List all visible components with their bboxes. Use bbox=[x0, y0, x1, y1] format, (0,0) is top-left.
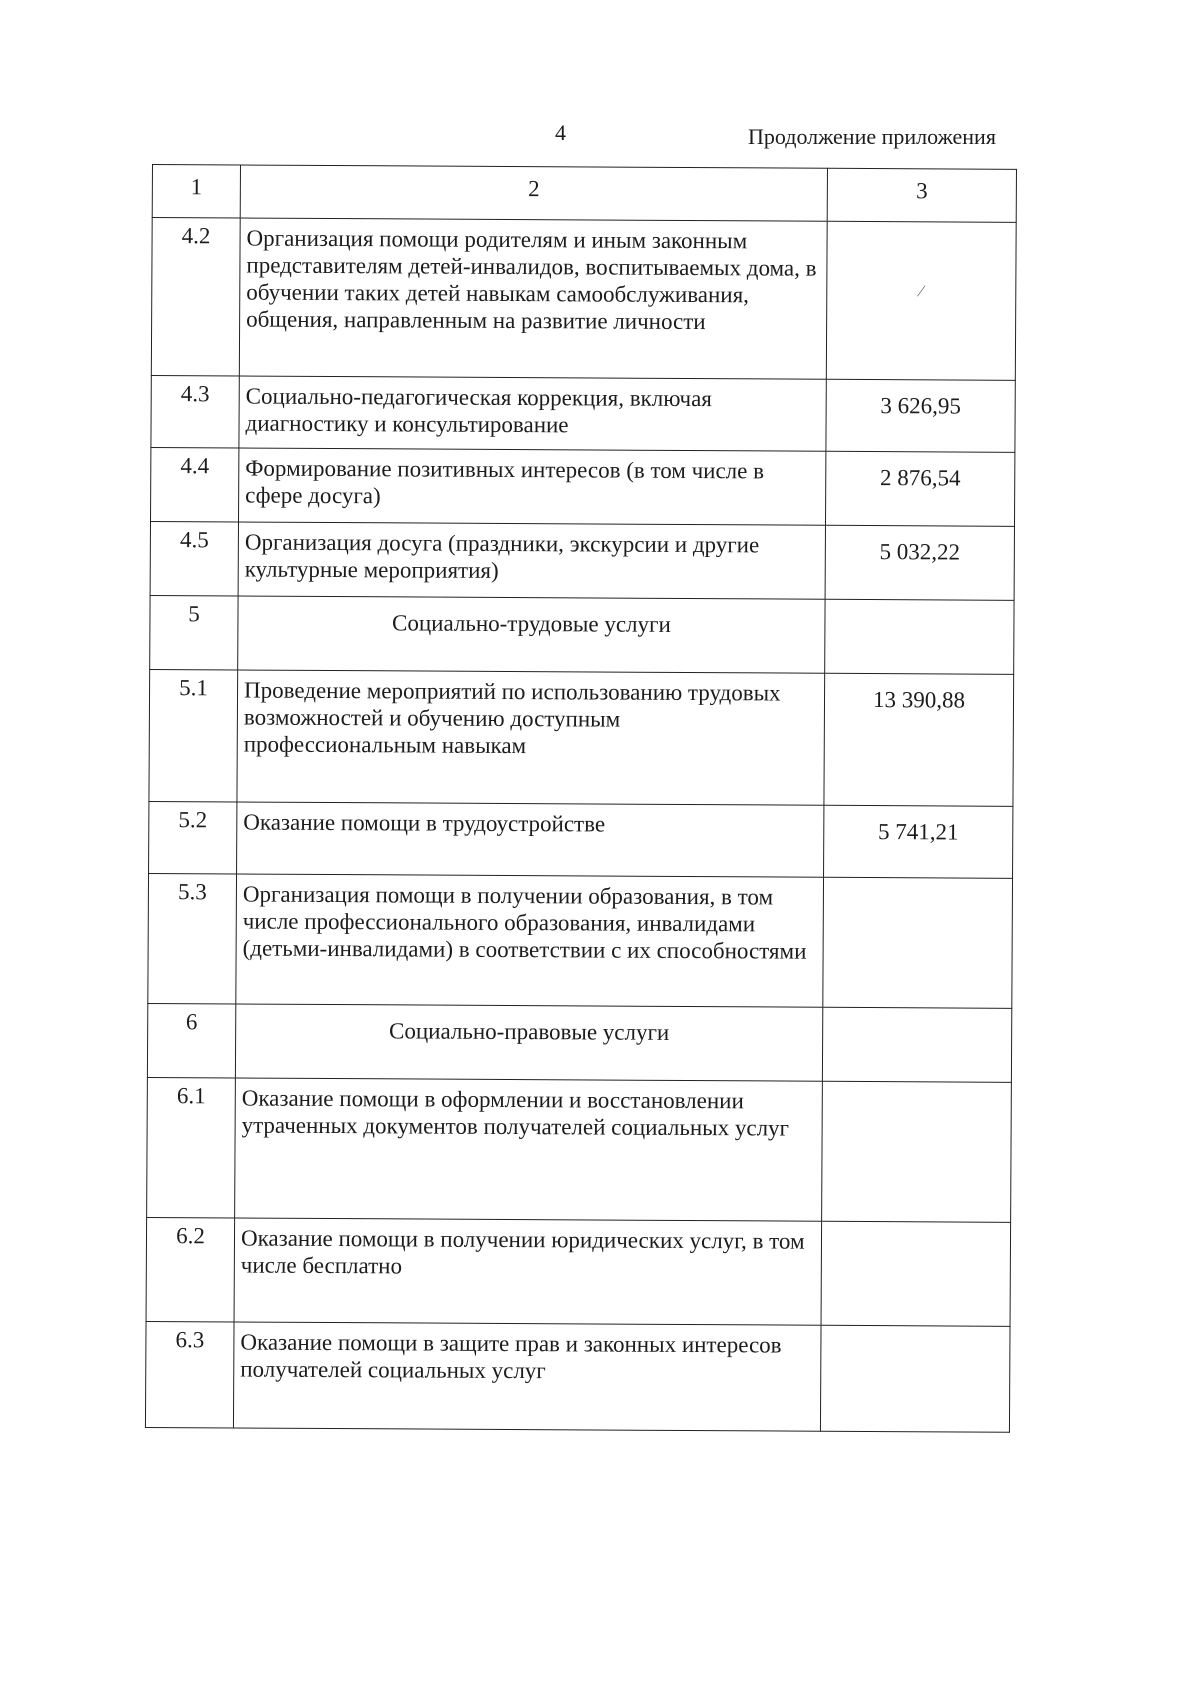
table-row bbox=[150, 521, 1014, 600]
row-code: 6.1 bbox=[147, 1077, 236, 1217]
row-code: 4.4 bbox=[151, 447, 239, 521]
row-text: Формирование позитивных интересов (в том числе в сфере досуга) bbox=[239, 448, 826, 525]
row-value: 5 032,22 bbox=[825, 525, 1014, 600]
row-text: Оказание помощи в получении юридических услуг, в том числе бесплатно bbox=[234, 1218, 822, 1325]
row-value bbox=[822, 1007, 1011, 1082]
section-title: Социально-трудовые услуги bbox=[238, 596, 825, 673]
row-code: 6.2 bbox=[146, 1217, 235, 1321]
row-code: 6 bbox=[147, 1003, 235, 1077]
document-sheet bbox=[145, 164, 1016, 1433]
row-value: 3 626,95 bbox=[826, 379, 1015, 452]
row-value bbox=[825, 599, 1014, 674]
column-number-1: 1 bbox=[152, 165, 240, 218]
row-value bbox=[826, 221, 1016, 380]
column-numbers-row bbox=[152, 165, 1016, 223]
row-value: 5 741,21 bbox=[824, 805, 1013, 878]
row-value bbox=[823, 877, 1013, 1008]
row-value: 13 390,88 bbox=[824, 673, 1014, 806]
row-code: 5.3 bbox=[148, 873, 237, 1003]
table-row bbox=[151, 218, 1016, 381]
table-row bbox=[151, 447, 1015, 526]
row-code: 6.3 bbox=[145, 1321, 234, 1427]
column-number-3: 3 bbox=[827, 168, 1016, 222]
row-code: 4.2 bbox=[151, 218, 240, 376]
row-text: Организация досуга (праздники, экскурсии и другие культурные мероприятия) bbox=[238, 522, 825, 599]
row-value bbox=[820, 1325, 1010, 1432]
row-text: Оказание помощи в защите прав и законных интересов получателей социальных услуг bbox=[233, 1322, 821, 1431]
row-value bbox=[821, 1221, 1011, 1326]
table-row bbox=[147, 1077, 1012, 1222]
row-text: Социально-педагогическая коррекция, включая диагностику и консультирование bbox=[239, 376, 826, 451]
row-value bbox=[822, 1081, 1012, 1222]
row-text: Оказание помощи в оформлении и восстановлении утраченных документов получателей социальных услуг bbox=[235, 1078, 823, 1221]
section-title: Социально-правовые услуги bbox=[235, 1004, 822, 1081]
table-row bbox=[149, 801, 1013, 878]
row-value: 2 876,54 bbox=[825, 451, 1014, 526]
pen-mark: ⁄ bbox=[919, 283, 923, 301]
continuation-label: Продолжение приложения bbox=[748, 124, 996, 149]
row-code: 5.1 bbox=[149, 669, 238, 801]
section-row bbox=[150, 595, 1014, 674]
row-text: Организация помощи в получении образования, в том числе профессионального образования, инвалидами (детьми-инвалидами) в соответствии с их способностями bbox=[236, 874, 824, 1007]
column-number-2: 2 bbox=[240, 165, 827, 221]
services-table bbox=[145, 164, 1017, 1433]
table-row bbox=[151, 375, 1015, 452]
row-text: Оказание помощи в трудоустройстве bbox=[237, 802, 824, 877]
row-code: 5.2 bbox=[149, 801, 237, 873]
table-row bbox=[148, 873, 1013, 1008]
row-code: 5 bbox=[150, 595, 238, 669]
row-text: Организация помощи родителям и иным законным представителям детей-инвалидов, воспитываемых дома, в обучении таких детей навыкам самообслуживания, общения, направленным на развитие личности bbox=[239, 218, 827, 379]
table-row bbox=[149, 669, 1014, 806]
page-number: 4 bbox=[555, 120, 566, 145]
row-code: 4.3 bbox=[151, 375, 239, 447]
table-row bbox=[145, 1321, 1010, 1432]
row-text: Проведение мероприятий по использованию трудовых возможностей и обучению доступным профессиональным навыкам bbox=[237, 670, 825, 805]
table-row bbox=[146, 1217, 1011, 1326]
row-code: 4.5 bbox=[150, 521, 238, 595]
section-row bbox=[147, 1003, 1011, 1082]
